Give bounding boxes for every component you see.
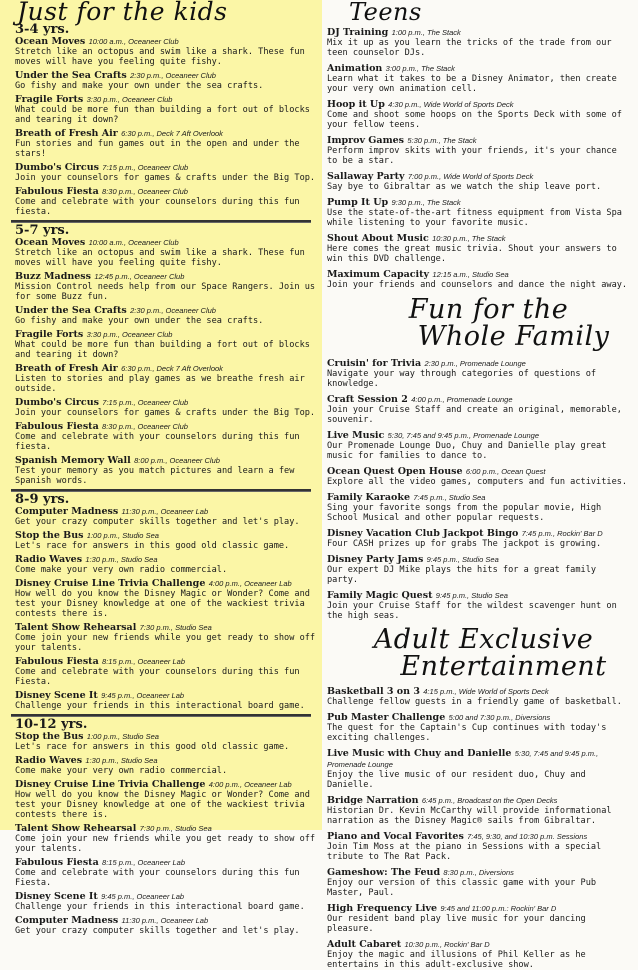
event-meta: 8:15 p.m., Oceaneer Lab (102, 657, 186, 666)
event-meta: 4:00 p.m., Oceaneer Lab (208, 579, 292, 588)
event-title-line (15, 329, 318, 340)
event-item (15, 397, 318, 418)
event-meta: 12:15 a.m., Studio Sea (432, 270, 509, 279)
event-description: Join your counselors for games & crafts under the Big Top. (15, 408, 316, 418)
event-item (15, 690, 318, 711)
event-description: What could be more fun than building a fort out of blocks and tearing it down? (15, 340, 310, 360)
event-title: Craft Session 2 (327, 394, 408, 405)
event-title-line (15, 779, 318, 790)
event-title: Family Karaoke (327, 492, 411, 503)
event-item (327, 171, 630, 192)
event-meta: 6:30 p.m., Deck 7 Aft Overlook (121, 364, 223, 373)
event-title: Ocean Quest Open House (327, 466, 463, 477)
event-title: Dumbo's Circus (15, 397, 99, 408)
event-description: Stretch like an octopus and swim like a shark. These fun moves will have you feeling quite fishy. (15, 248, 305, 268)
event-meta: 3:30 p.m., Oceaneer Club (86, 95, 173, 104)
event-title-line (15, 421, 318, 432)
event-title-line (327, 554, 630, 565)
event-meta: 4:15 p.m., Wide World of Sports Deck (423, 687, 549, 696)
event-title-line (327, 795, 630, 806)
event-title-line (15, 36, 318, 47)
event-item (15, 891, 318, 912)
event-meta: 4:00 p.m., Oceaneer Lab (208, 780, 292, 789)
event-description: Join Tim Moss at the piano in Sessions with a special tribute to The Rat Pack. (327, 842, 602, 862)
event-title: Shout About Music (327, 233, 429, 244)
event-description: Get your crazy computer skills together and let's play. (15, 926, 300, 936)
event-description: Let's race for answers in this good old classic game. (15, 541, 290, 551)
event-meta: 10:30 p.m., The Stack (432, 234, 506, 243)
event-title: Piano and Vocal Favorites (327, 831, 464, 842)
event-description: Enjoy the magic and illusions of Phil Keller as he entertains in this adult-exclusive show. (327, 950, 586, 970)
kids-groups (15, 23, 318, 936)
event-description: Say bye to Gibraltar as we watch the ship leave port. (327, 182, 602, 192)
event-title-line (327, 135, 630, 146)
event-item (327, 358, 630, 389)
event-title: Spanish Memory Wall (15, 455, 131, 466)
event-meta: 8:30 p.m., Diversions (443, 868, 514, 877)
event-item (15, 530, 318, 551)
event-description: Come and celebrate with your counselors during this fun fiesta. (15, 432, 300, 452)
event-item (15, 162, 318, 183)
event-item (15, 36, 318, 67)
event-meta: 7:15 p.m., Oceaneer Club (102, 163, 189, 172)
event-title-line (327, 590, 630, 601)
event-title-line (327, 712, 630, 723)
event-title-line (327, 394, 630, 405)
event-meta: 8:00 p.m., Oceaneer Club (134, 456, 220, 465)
event-title: Fragile Forts (15, 329, 84, 340)
event-item (15, 363, 318, 394)
event-item (327, 939, 630, 970)
event-meta: 9:45 p.m., Oceaneer Lab (101, 892, 185, 901)
event-title: Improv Games (327, 135, 405, 146)
event-title-line (15, 162, 318, 173)
event-item (15, 915, 318, 936)
event-item (327, 99, 630, 130)
event-meta: 8:30 p.m., Oceaneer Club (102, 422, 188, 431)
event-meta: 5:30 p.m., The Stack (407, 136, 477, 145)
event-title-line (15, 530, 318, 541)
event-description: Join your friends and counselors and dance the night away. (327, 280, 628, 290)
event-description: Our Promenade Lounge Duo, Chuy and Danielle play great music for families to dance to. (327, 441, 607, 461)
event-title-line (327, 63, 630, 74)
event-description: Listen to stories and play games as we breathe fresh air outside. (15, 374, 305, 394)
event-title: Fabulous Fiesta (15, 186, 99, 197)
event-item (327, 197, 630, 228)
event-title-line (15, 94, 318, 105)
event-item (327, 269, 630, 290)
event-description: Mission Control needs help from our Space Rangers. Join us for some Buzz fun. (15, 282, 316, 302)
event-title-line (15, 506, 318, 517)
event-item (327, 748, 630, 790)
right-column (322, 0, 638, 970)
event-title: Computer Madness (15, 506, 119, 517)
event-item (327, 528, 630, 549)
event-title: Basketball 3 on 3 (327, 686, 420, 697)
event-title-line (15, 915, 318, 926)
event-description: Come and shoot some hoops on the Sports Deck with some of your fellow teens. (327, 110, 622, 130)
event-title: Bridge Narration (327, 795, 419, 806)
event-meta: 5:30, 7:45 and 9:45 p.m., Promenade Lounge (387, 431, 540, 440)
event-description: Our resident band play live music for your dancing pleasure. (327, 914, 586, 934)
event-meta: 2:30 p.m., Promenade Lounge (424, 359, 526, 368)
event-title-line (15, 70, 318, 81)
event-title-line (15, 128, 318, 139)
event-item (327, 430, 630, 461)
event-title-line (327, 466, 630, 477)
event-title: Stop the Bus (15, 530, 84, 541)
event-title: Buzz Madness (15, 271, 91, 282)
event-meta: 1:30 p.m., Studio Sea (85, 756, 158, 765)
event-item (327, 831, 630, 862)
event-title: Disney Cruise Line Trivia Challenge (15, 779, 206, 790)
event-title: Sallaway Party (327, 171, 405, 182)
event-meta: 4:30 p.m., Wide World of Sports Deck (388, 100, 514, 109)
event-item (327, 394, 630, 425)
event-item (15, 329, 318, 360)
event-meta: 11:30 p.m., Oceaneer Lab (121, 507, 209, 516)
event-title-line (15, 823, 318, 834)
event-meta: 7:00 p.m., Wide World of Sports Deck (407, 172, 534, 181)
event-title: Computer Madness (15, 915, 119, 926)
family-heading-line1: Fun for the (408, 294, 569, 325)
teens-heading: Teens (349, 0, 422, 26)
event-title: Gameshow: The Feud (327, 867, 441, 878)
kids-column (0, 0, 322, 936)
event-title-line (15, 305, 318, 316)
event-title: Talent Show Rehearsal (15, 823, 137, 834)
event-meta: 6:45 p.m., Broadcast on the Open Decks (421, 796, 558, 805)
event-item (327, 233, 630, 264)
event-meta: 5:30, 7:45 and 9:45 p.m., Promenade Lounge (327, 749, 599, 769)
age-group-heading: 5-7 yrs. (15, 223, 70, 238)
event-description: How well do you know the Disney Magic or Wonder? Come and test your Disney knowledge at one of the wackiest trivia contests there is. (15, 589, 310, 619)
event-title-line (15, 578, 318, 589)
event-item (327, 492, 630, 523)
event-title-line (327, 99, 630, 110)
event-title: Fabulous Fiesta (15, 857, 99, 868)
event-meta: 6:00 p.m., Ocean Quest (465, 467, 546, 476)
event-title-line (327, 358, 630, 369)
event-description: Use the state-of-the-art fitness equipment from Vista Spa while listening to your favorite music. (327, 208, 622, 228)
event-title-line (327, 233, 630, 244)
event-item (327, 867, 630, 898)
event-meta: 7:45 p.m., Rockin' Bar D (521, 529, 603, 538)
event-title-line (15, 857, 318, 868)
event-title-line (15, 891, 318, 902)
event-title: Disney Party Jams (327, 554, 424, 565)
event-description: Get your crazy computer skills together and let's play. (15, 517, 300, 527)
event-title: Pump It Up (327, 197, 389, 208)
event-item (327, 63, 630, 94)
event-title: DJ Training (327, 27, 389, 38)
age-group-heading: 10-12 yrs. (15, 717, 88, 732)
event-item (15, 622, 318, 653)
event-description: Challenge fellow guests in a friendly game of basketball. (327, 697, 622, 707)
event-item (15, 554, 318, 575)
event-meta: 7:30 p.m., Studio Sea (139, 623, 212, 632)
event-description: Come join your new friends while you get ready to show off your talents. (15, 633, 316, 653)
event-title-line (327, 903, 630, 914)
event-title: Dumbo's Circus (15, 162, 99, 173)
event-description: Explore all the video games, computers and fun activities. (327, 477, 628, 487)
event-title: Breath of Fresh Air (15, 363, 118, 374)
event-title: Under the Sea Crafts (15, 305, 127, 316)
event-meta: 9:45 and 11:00 p.m.: Rockin' Bar D (440, 904, 557, 913)
event-title-line (15, 731, 318, 742)
event-title-line (327, 197, 630, 208)
event-meta: 6:30 p.m., Deck 7 Aft Overlook (121, 129, 223, 138)
event-description: Perform improv skits with your friends, it's your chance to be a star. (327, 146, 617, 166)
event-title: Radio Waves (15, 554, 83, 565)
event-title: Ocean Moves (15, 36, 86, 47)
event-meta: 3:00 p.m., The Stack (385, 64, 455, 73)
event-title-line (327, 831, 630, 842)
event-description: Go fishy and make your own under the sea crafts. (15, 316, 264, 326)
event-meta: 1:30 p.m., Studio Sea (85, 555, 158, 564)
event-title: Disney Vacation Club Jackpot Bingo (327, 528, 519, 539)
event-title-line (15, 455, 318, 466)
event-title: Under the Sea Crafts (15, 70, 127, 81)
event-title-line (15, 755, 318, 766)
event-meta: 10:00 a.m., Oceaneer Club (88, 37, 179, 46)
event-description: Challenge your friends in this interactional board game. (15, 902, 305, 912)
event-meta: 9:45 p.m., Oceaneer Lab (101, 691, 185, 700)
event-meta: 2:30 p.m., Oceaneer Club (130, 71, 216, 80)
event-description: Challenge your friends in this interactional board game. (15, 701, 305, 711)
event-description: Go fishy and make your own under the sea crafts. (15, 81, 264, 91)
event-title: Fragile Forts (15, 94, 84, 105)
event-item (15, 186, 318, 217)
event-item (15, 823, 318, 854)
event-title: Adult Cabaret (327, 939, 402, 950)
event-title: Disney Scene It (15, 891, 98, 902)
event-description: Let's race for answers in this good old classic game. (15, 742, 290, 752)
event-title-line (15, 554, 318, 565)
event-description: Fun stories and fun games out in the open and under the stars! (15, 139, 300, 159)
event-description: Join your Cruise Staff and create an original, memorable, souvenir. (327, 405, 622, 425)
event-title-line (15, 690, 318, 701)
event-title-line (327, 748, 630, 770)
event-item (15, 731, 318, 752)
event-item (327, 795, 630, 826)
event-title: High Frequency Live (327, 903, 438, 914)
event-meta: 4:00 p.m., Promenade Lounge (411, 395, 513, 404)
event-item (15, 506, 318, 527)
event-description: Join your counselors for games & crafts under the Big Top. (15, 173, 316, 183)
event-title-line (327, 492, 630, 503)
event-description: Come and celebrate with your counselors during this fun fiesta. (15, 197, 300, 217)
event-item (15, 305, 318, 326)
event-title: Family Magic Quest (327, 590, 433, 601)
event-description: Come make your very own radio commercial. (15, 565, 228, 575)
event-title: Fabulous Fiesta (15, 656, 99, 667)
event-title-line (15, 656, 318, 667)
event-item (327, 903, 630, 934)
adult-heading-line2: Entertainment (400, 651, 607, 682)
event-description: Come and celebrate with your counselors during this fun Fiesta. (15, 667, 300, 687)
event-description: Our expert DJ Mike plays the hits for a great family party. (327, 565, 597, 585)
event-meta: 2:30 p.m., Oceaneer Club (130, 306, 216, 315)
event-meta: 1:00 p.m., Studio Sea (86, 531, 159, 540)
event-meta: 9:45 p.m., Studio Sea (426, 555, 499, 564)
event-title-line (327, 867, 630, 878)
event-title-line (327, 430, 630, 441)
event-item (15, 421, 318, 452)
event-meta: 5:00 and 7:30 p.m., Diversions (448, 713, 551, 722)
event-meta: 9:45 p.m., Studio Sea (435, 591, 508, 600)
event-description: Come and celebrate with your counselors during this fun Fiesta. (15, 868, 300, 888)
event-meta: 7:15 p.m., Oceaneer Club (102, 398, 189, 407)
event-meta: 9:30 p.m., The Stack (391, 198, 461, 207)
event-title: Disney Cruise Line Trivia Challenge (15, 578, 206, 589)
event-title-line (15, 271, 318, 282)
event-item (15, 779, 318, 820)
event-title-line (327, 528, 630, 539)
event-description: Four CASH prizes up for grabs The jackpot is growing. (327, 539, 602, 549)
event-item (327, 554, 630, 585)
event-title-line (15, 397, 318, 408)
event-title: Pub Master Challenge (327, 712, 446, 723)
family-list (327, 358, 630, 621)
adult-list (327, 686, 630, 970)
event-title-line (15, 363, 318, 374)
adult-heading-line1: Adult Exclusive (373, 624, 594, 655)
event-item (15, 857, 318, 888)
event-item (15, 271, 318, 302)
event-description: Enjoy the live music of our resident duo, Chuy and Danielle. (327, 770, 586, 790)
event-title: Radio Waves (15, 755, 83, 766)
event-title: Stop the Bus (15, 731, 84, 742)
event-title-line (327, 171, 630, 182)
event-title-line (327, 27, 630, 38)
event-meta: 11:30 p.m., Oceaneer Lab (121, 916, 209, 925)
event-item (327, 712, 630, 743)
event-title: Animation (327, 63, 383, 74)
event-meta: 12:45 p.m., Oceaneer Club (94, 272, 185, 281)
event-title: Talent Show Rehearsal (15, 622, 137, 633)
event-item (327, 590, 630, 621)
event-title-line (15, 186, 318, 197)
event-item (327, 135, 630, 166)
event-title: Ocean Moves (15, 237, 86, 248)
event-item (15, 70, 318, 91)
event-title-line (327, 686, 630, 697)
event-item (15, 94, 318, 125)
event-title: Maximum Capacity (327, 269, 430, 280)
event-meta: 8:15 p.m., Oceaneer Lab (102, 858, 186, 867)
event-description: The quest for the Captain's Cup continues with today's exciting challenges. (327, 723, 607, 743)
event-item (327, 27, 630, 58)
event-description: Learn what it takes to be a Disney Animator, then create your very own animation cell. (327, 74, 617, 94)
event-description: Come make your very own radio commercial. (15, 766, 228, 776)
event-item (327, 686, 630, 707)
event-title-line (327, 939, 630, 950)
event-title: Cruisin' for Trivia (327, 358, 422, 369)
event-title: Breath of Fresh Air (15, 128, 118, 139)
event-meta: 1:00 p.m., Studio Sea (86, 732, 159, 741)
event-description: Join your Cruise Staff for the wildest scavenger hunt on the high seas. (327, 601, 617, 621)
event-description: Enjoy our version of this classic game with your Pub Master, Paul. (327, 878, 597, 898)
event-title: Live Music (327, 430, 385, 441)
event-description: Sing your favorite songs from the popular movie, High School Musical and other popular requests. (327, 503, 602, 523)
event-item (15, 656, 318, 687)
event-meta: 10:00 a.m., Oceaneer Club (88, 238, 179, 247)
event-description: How well do you know the Disney Magic or Wonder? Come and test your Disney knowledge at one of the wackiest trivia contests there is. (15, 790, 310, 820)
event-item (15, 128, 318, 159)
event-description: Come join your new friends while you get ready to show off your talents. (15, 834, 316, 854)
event-item (327, 466, 630, 487)
event-description: Navigate your way through categories of questions of knowledge. (327, 369, 597, 389)
event-title: Disney Scene It (15, 690, 98, 701)
event-description: Historian Dr. Kevin McCarthy will provide informational narration as the Disney Magic® sails from Gibraltar. (327, 806, 612, 826)
event-title-line (15, 237, 318, 248)
kids-heading: Just for the kids (17, 0, 228, 26)
event-meta: 10:30 p.m., Rockin' Bar D (404, 940, 490, 949)
event-item (15, 755, 318, 776)
age-group-heading: 3-4 yrs. (15, 22, 70, 37)
event-description: Test your memory as you match pictures and learn a few Spanish words. (15, 466, 295, 486)
event-description: Mix it up as you learn the tricks of the trade from our teen counselor DJs. (327, 38, 612, 58)
event-meta: 1:00 p.m., The Stack (391, 28, 461, 37)
event-title-line (327, 269, 630, 280)
event-item (15, 455, 318, 486)
event-meta: 7:45 p.m., Studio Sea (413, 493, 486, 502)
event-description: Here comes the great music trivia. Shout your answers to win this DVD challenge. (327, 244, 617, 264)
teens-list (327, 27, 630, 290)
event-meta: 7:45, 9:30, and 10:30 p.m. Sessions (467, 832, 588, 841)
event-description: Stretch like an octopus and swim like a shark. These fun moves will have you feeling quite fishy. (15, 47, 305, 67)
event-meta: 3:30 p.m., Oceaneer Club (86, 330, 173, 339)
event-title: Fabulous Fiesta (15, 421, 99, 432)
event-item (15, 237, 318, 268)
family-heading-line2: Whole Family (417, 321, 610, 352)
event-description: What could be more fun than building a fort out of blocks and tearing it down? (15, 105, 310, 125)
event-title-line (15, 622, 318, 633)
event-title: Hoop it Up (327, 99, 385, 110)
event-item (15, 578, 318, 619)
age-group-heading: 8-9 yrs. (15, 492, 70, 507)
event-meta: 7:30 p.m., Studio Sea (139, 824, 212, 833)
event-title: Live Music with Chuy and Danielle (327, 748, 512, 759)
event-meta: 8:30 p.m., Oceaneer Club (102, 187, 188, 196)
